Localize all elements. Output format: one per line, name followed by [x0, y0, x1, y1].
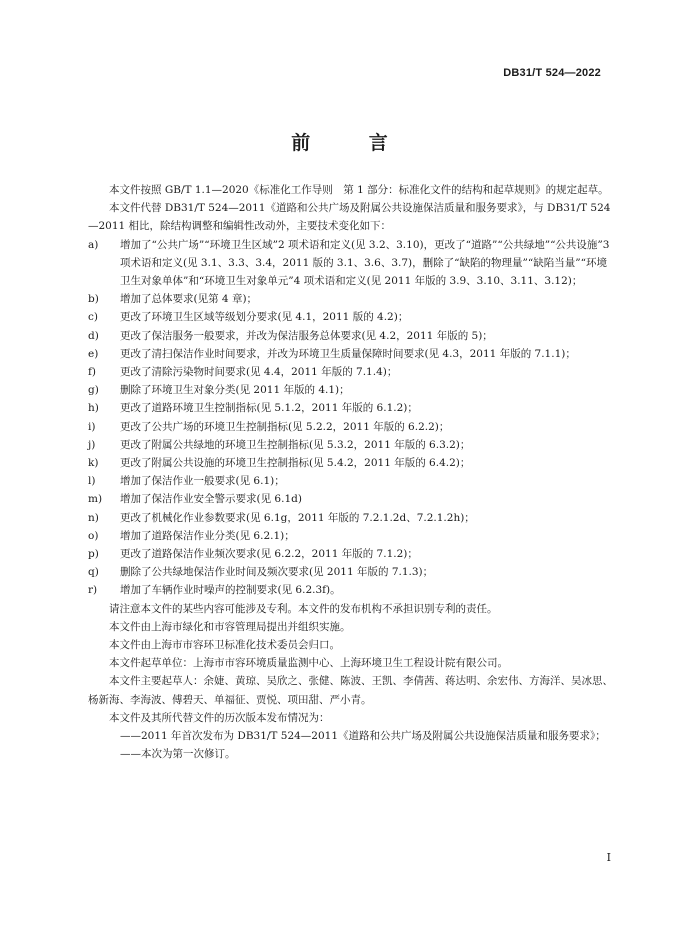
list-item-text: 更改了道路保洁作业频次要求(见 6.2.2，2011 年版的 7.1.2)；	[120, 548, 418, 561]
page-number: I	[606, 851, 611, 864]
history-intro: 本文件及其所代替文件的历次版本发布情况为：	[109, 711, 330, 724]
list-item	[88, 290, 615, 308]
page-title: 前 言	[291, 132, 414, 154]
list-item-text: 增加了保洁作业安全警示要求(见 6.1d)	[120, 493, 302, 506]
list-item-text: 更改了机械化作业参数要求(见 6.1g，2011 年版的 7.2.1.2d、7.2.1.2h)；	[120, 511, 475, 524]
list-item	[88, 308, 615, 326]
committee-paragraph: 本文件由上海市市容环卫标准化技术委员会归口。	[109, 639, 340, 652]
list-item	[88, 345, 615, 363]
list-item-text: 更改了环境卫生区域等级划分要求(见 4.1，2011 版的 4.2)；	[120, 311, 409, 324]
list-marker: e)	[88, 347, 99, 360]
list-item	[88, 418, 615, 436]
list-marker: k)	[88, 457, 99, 470]
list-item	[88, 527, 615, 545]
list-item	[88, 454, 615, 472]
list-marker: q)	[88, 566, 99, 579]
list-item-text: 更改了公共广场的环境卫生控制指标(见 5.2.2，2011 年版的 6.2.2)；	[120, 420, 450, 433]
proposer-paragraph: 本文件由上海市绿化和市容管理局提出并组织实施。	[109, 620, 351, 633]
history-item: ——本次为第一次修订。	[120, 748, 236, 761]
list-item	[88, 381, 615, 399]
list-item	[88, 436, 615, 454]
list-item-text: 更改了道路环境卫生控制指标(见 5.1.2，2011 年版的 6.1.2)；	[120, 402, 418, 415]
list-item-text: 增加了总体要求(见第 4 章)；	[120, 293, 258, 306]
list-marker: g)	[88, 384, 99, 397]
list-marker: n)	[88, 511, 99, 524]
list-item-text: 删除了公共绿地保洁作业时间及频次要求(见 2011 年版的 7.1.3)；	[120, 566, 434, 579]
list-marker: h)	[88, 402, 99, 415]
list-marker: a)	[88, 238, 99, 251]
list-marker: p)	[88, 548, 99, 561]
list-marker: f)	[88, 366, 96, 379]
list-item-text: 更改了清扫保洁作业时间要求，并改为环境卫生质量保障时间要求(见 4.3，2011 年版的 7.1.1)；	[120, 347, 576, 360]
history-item: ——2011 年首次发布为 DB31/T 524—2011《道路和公共广场及附属公共设施保洁质量和服务要求》；	[120, 730, 606, 743]
list-item-text: 更改了附属公共绿地的环境卫生控制指标(见 5.3.2，2011 年版的 6.3.2)；	[120, 438, 471, 451]
list-marker: j)	[88, 438, 96, 451]
list-marker: b)	[88, 293, 99, 306]
list-item	[88, 236, 615, 291]
list-marker: m)	[88, 493, 103, 506]
list-marker: l)	[88, 475, 96, 488]
list-marker: o)	[88, 529, 99, 542]
document-code: DB31/T 524—2022	[503, 67, 601, 79]
list-item	[88, 563, 615, 581]
list-item	[88, 327, 615, 345]
patent-notice: 请注意本文件的某些内容可能涉及专利。本文件的发布机构不承担识别专利的责任。	[109, 602, 498, 615]
changes-list	[88, 236, 615, 600]
list-item	[88, 581, 615, 599]
list-marker: r)	[88, 584, 98, 597]
list-marker: c)	[88, 311, 98, 324]
list-item	[88, 509, 615, 527]
intro-paragraph: 本文件代替 DB31/T 524—2011《道路和公共广场及附属公共设施保洁质量和服务要求》，与 DB31/T 524—2011 相比，除结构调整和编辑性改动外，主要技术变化如下：	[88, 202, 611, 233]
list-item	[88, 399, 615, 417]
list-item-text: 增加了道路保洁作业分类(见 6.2.1)；	[120, 529, 295, 542]
list-item-text: 更改了清除污染物时间要求(见 4.4，2011 年版的 7.1.4)；	[120, 366, 398, 379]
list-item	[88, 472, 615, 490]
list-marker: d)	[88, 329, 99, 342]
drafting-units-paragraph: 本文件起草单位：上海市市容环境质量监测中心、上海环境卫生工程设计院有限公司。	[109, 657, 508, 670]
intro-paragraph: 本文件按照 GB/T 1.1—2020《标准化工作导则 第 1 部分：标准化文件的结构和起草规则》的规定起草。	[109, 184, 609, 196]
drafters-paragraph: 本文件主要起草人：余婕、黄琼、吴欣之、张健、陈波、王凯、李倩茜、蒋达明、余宏伟、方海洋、吴冰思、杨新海、李海波、傅碧天、单福征、贾悦、项田甜、严小青。	[88, 675, 613, 706]
list-item	[88, 490, 615, 508]
list-item-text: 增加了车辆作业时噪声的控制要求(见 6.2.3f)。	[120, 584, 341, 597]
list-item-text: 增加了“公共广场”“环境卫生区域”2 项术语和定义(见 3.2、3.10)，更改了“道路”“公共绿地”“公共设施”3 项术语和定义(见 3.1、3.3、3.4，2011 版的 3.1、3.6、3.7)，删除了“缺陷的物理量”“缺陷当量”“环境卫生对象单体”和“环境卫生对象单元”4 项术语和定义(见 2011 年版的 3.9、3.10、3.11、3.12)；	[120, 238, 610, 288]
list-item-text: 更改了保洁服务一般要求，并改为保洁服务总体要求(见 4.2，2011 年版的 5)；	[120, 329, 493, 342]
list-item	[88, 363, 615, 381]
list-item-text: 增加了保洁作业一般要求(见 6.1)；	[120, 475, 285, 488]
list-item-text: 删除了环境卫生对象分类(见 2011 年版的 4.1)；	[120, 384, 350, 397]
list-item	[88, 545, 615, 563]
foreword-body	[88, 181, 615, 764]
list-marker: i)	[88, 420, 96, 433]
list-item-text: 更改了附属公共设施的环境卫生控制指标(见 5.4.2，2011 年版的 6.4.2)；	[120, 457, 471, 470]
